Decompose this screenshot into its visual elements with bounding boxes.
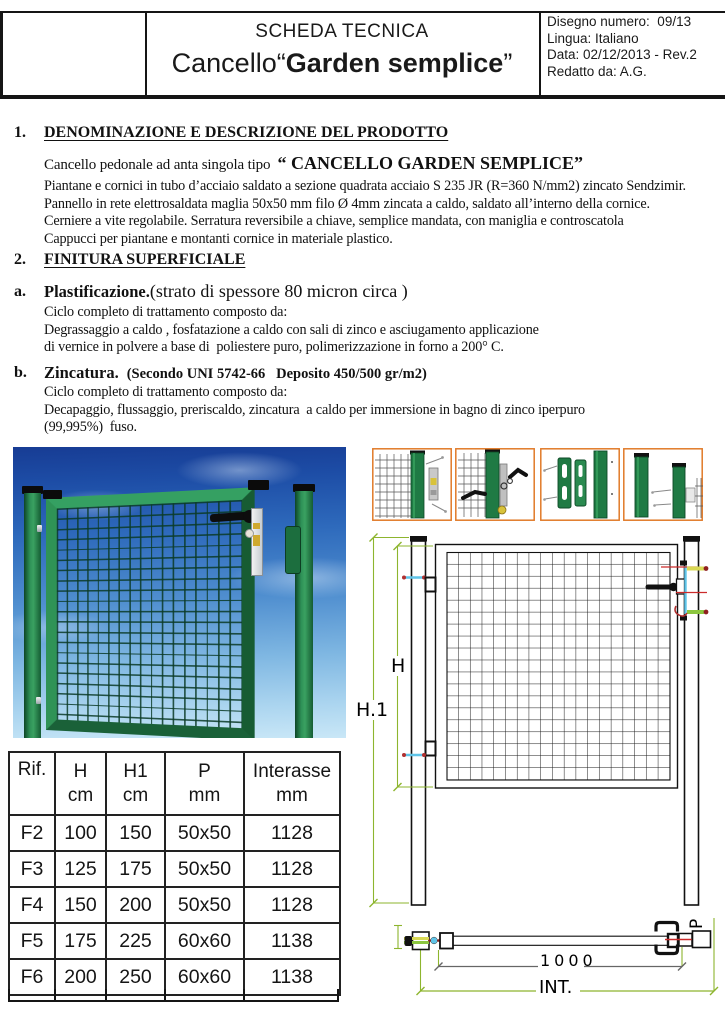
cell-p: 60x60 — [165, 959, 244, 995]
post-bolt — [37, 525, 42, 532]
cell-h1: 150 — [106, 815, 165, 851]
cell-interasse: 1138 — [244, 923, 340, 959]
col-header-p: P mm — [165, 752, 244, 815]
col-header-interasse: Interasse mm — [244, 752, 340, 815]
detail-panel-hinge-plates — [540, 448, 620, 521]
detail-panel-handle — [455, 448, 535, 521]
table-row — [9, 887, 340, 923]
section1-number: 1. — [14, 124, 26, 141]
label-h1: H.1 — [356, 699, 389, 721]
cell-h: 100 — [55, 815, 106, 851]
header-title-cell — [147, 21, 537, 79]
lock-knob — [245, 529, 254, 538]
col-header-h1: H1 cm — [106, 752, 165, 815]
item-a-paragraph — [44, 304, 704, 357]
cell-p: 60x60 — [165, 923, 244, 959]
label-int: INT. — [539, 977, 573, 998]
item-a-line: Degrassaggio a caldo , fosfatazione a caldo con sali di zinco e asciugamento applicazione — [44, 321, 539, 338]
item-b-marker: b. — [14, 364, 27, 381]
cell-rif: F3 — [9, 851, 55, 887]
gate-stile-cap — [248, 480, 269, 490]
section1-intro-text: Cancello pedonale ad anta singola tipo — [44, 157, 278, 173]
section1-intro-line — [44, 153, 719, 175]
item-b-subtitle: (Secondo UNI 5742-66 Deposito 450/500 gr/m2) — [126, 366, 427, 382]
item-b-line: Decapaggio, flussaggio, preriscaldo, zincatura a caldo per immersione in bagno di zinco iperpuro — [44, 401, 585, 418]
item-a-marker: a. — [14, 283, 26, 300]
table-row — [9, 815, 340, 851]
cell-rif: F6 — [9, 959, 55, 995]
front-view-drawing — [356, 534, 708, 908]
info-language: Lingua: Italiano — [547, 30, 639, 46]
page-title — [147, 48, 537, 79]
cell-rif: F5 — [9, 923, 55, 959]
cell-rif: F2 — [9, 815, 55, 851]
section1-line: Cappucci per piantane e montanti cornice in materiale plastico. — [44, 230, 393, 247]
cell-p: 50x50 — [165, 851, 244, 887]
handle-top-view — [656, 923, 678, 932]
detail-panel-lock — [372, 448, 452, 521]
info-author: Redatto da: A.G. — [547, 63, 647, 79]
size-table — [8, 751, 341, 996]
cell-h1: 250 — [106, 959, 165, 995]
section1-line: Pannello in rete elettrosaldata maglia 50x50 mm filo Ø 4mm zincata a caldo, saldato all’interno della cornice. — [44, 195, 650, 212]
info-drawing-number: Disegno numero: 09/13 — [547, 14, 692, 29]
cell-interasse: 1128 — [244, 815, 340, 851]
label-p: P — [687, 918, 707, 929]
cell-h1: 200 — [106, 887, 165, 923]
cell-h: 175 — [55, 923, 106, 959]
item-b-line: (99,995%) fuso. — [44, 419, 137, 436]
cell-interasse: 1138 — [244, 959, 340, 995]
gate-photo — [13, 447, 346, 738]
col-header-h: H cm — [55, 752, 106, 815]
section1-paragraph — [44, 178, 722, 248]
item-b-heading — [44, 363, 704, 383]
section1-line: Cerniere a vite regolabile. Serratura reversibile a chiave, semplice mandata, con maniglia e controscatola — [44, 213, 624, 230]
doc-type-label: SCHEDA TECNICA — [255, 21, 429, 42]
cell-interasse: 1128 — [244, 887, 340, 923]
title-close-quote: ” — [503, 48, 513, 78]
plan-view-drawing — [394, 918, 718, 998]
cell-h: 125 — [55, 851, 106, 887]
header-left-border — [0, 11, 3, 99]
table-row — [9, 923, 340, 959]
section1-line: Piantane e cornici in tubo d’acciaio saldato a sezione quadrata acciaio S 235 JR (R=360 N/mm2) zincato Sendzimir. — [44, 178, 686, 194]
latch-plate — [285, 526, 301, 574]
item-b-paragraph — [44, 384, 704, 437]
header-bottom-border — [0, 95, 725, 99]
cell-p: 50x50 — [165, 887, 244, 923]
item-b-title: Zincatura. — [44, 363, 119, 382]
cell-h: 200 — [55, 959, 106, 995]
section2-heading: FINITURA SUPERFICIALE — [44, 251, 246, 268]
header-top-border — [0, 11, 725, 13]
title-product-name: Garden semplice — [285, 48, 504, 78]
post-bolt — [36, 697, 41, 704]
cell-h1: 225 — [106, 923, 165, 959]
drawing-info-box — [547, 14, 723, 80]
gate-frame-with-mesh — [46, 487, 255, 738]
technical-drawing — [355, 525, 725, 1009]
title-open-quote: “ — [276, 48, 286, 78]
cell-h: 150 — [55, 887, 106, 923]
table-row — [9, 851, 340, 887]
gate-stile-cap — [43, 490, 62, 499]
col-header-rif: Rif. — [9, 752, 55, 815]
section1-heading: DENOMINAZIONE E DESCRIZIONE DEL PRODOTTO — [44, 124, 449, 141]
item-a-line: di vernice in polvere a base di poliestere puro, polimerizzazione in forno a 200° C. — [44, 339, 504, 356]
cell-rif: F4 — [9, 887, 55, 923]
title-prefix: Cancello — [171, 48, 277, 78]
detail-panel-posts — [623, 448, 703, 521]
lock-cylinder — [253, 535, 260, 546]
info-date-revision: Data: 02/12/2013 - Rev.2 — [547, 47, 697, 62]
cell-p: 50x50 — [165, 815, 244, 851]
item-a-title: Plastificazione. — [44, 282, 150, 301]
section2-number: 2. — [14, 251, 26, 268]
product-name: “ CANCELLO GARDEN SEMPLICE” — [277, 153, 584, 173]
item-a-subtitle: (strato di spessore 80 micron circa ) — [149, 281, 408, 301]
lock-cylinder — [253, 523, 260, 529]
cell-interasse: 1128 — [244, 851, 340, 887]
label-h: H — [391, 655, 406, 677]
cell-h1: 175 — [106, 851, 165, 887]
item-a-line: Ciclo completo di trattamento composto da: — [44, 304, 288, 320]
table-clipped-bottom-border — [8, 1000, 339, 1002]
table-row — [9, 959, 340, 995]
item-a-heading — [44, 281, 704, 302]
label-1000: 1000 — [540, 951, 597, 970]
header-divider-2 — [539, 13, 541, 95]
item-b-line: Ciclo completo di trattamento composto da: — [44, 384, 288, 400]
size-table-header-row — [9, 752, 340, 815]
